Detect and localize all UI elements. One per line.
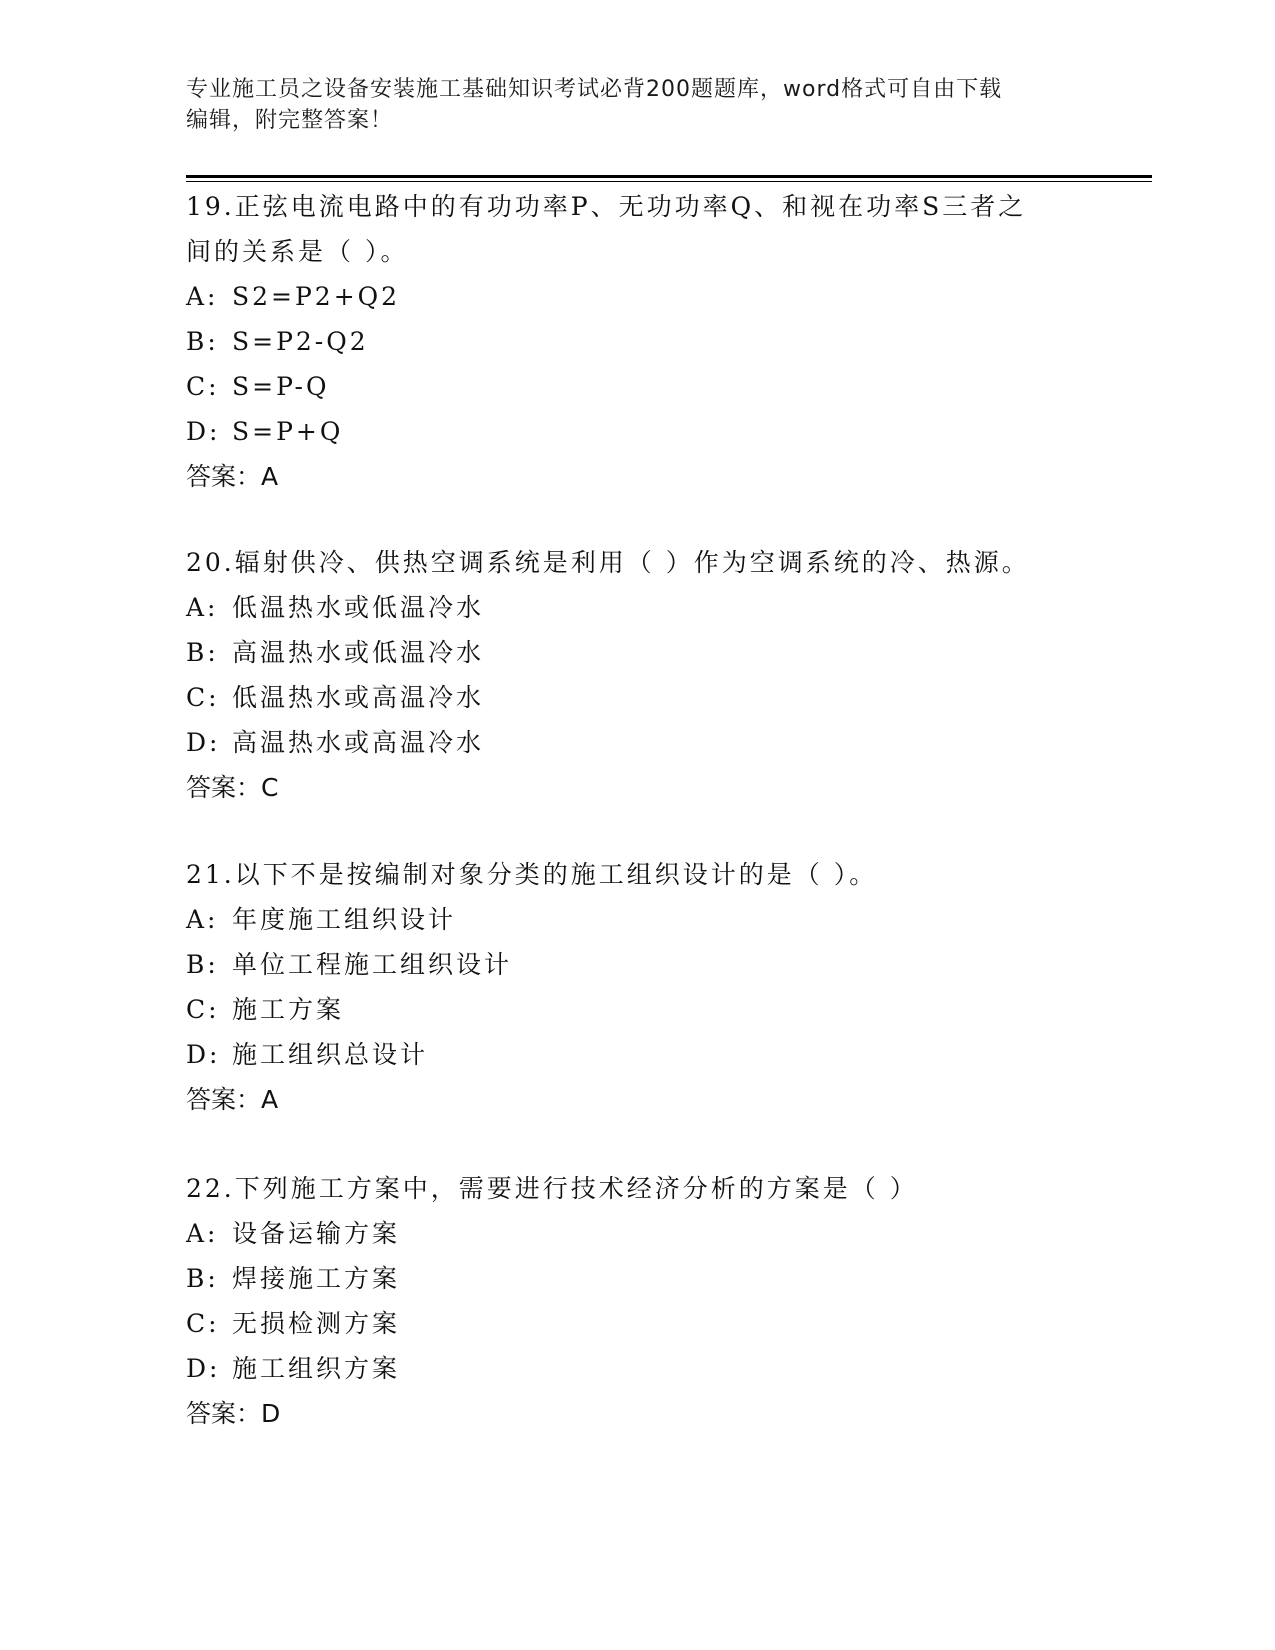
option-text: 焊接施工方案 [232, 1264, 401, 1293]
option-text: S=P+Q [232, 417, 344, 446]
option-letter: D: [186, 1040, 221, 1069]
option-letter: A: [186, 593, 219, 622]
option-letter: A: [186, 1219, 219, 1248]
header-divider-thick [186, 175, 1152, 178]
question-20 [186, 540, 1066, 810]
option-text: 无损检测方案 [232, 1309, 401, 1338]
document-header [186, 74, 1066, 136]
option-letter: B: [186, 1264, 219, 1293]
answer: 答案：D [186, 1399, 281, 1428]
option-c [186, 987, 1066, 1032]
answer: 答案：A [186, 1085, 279, 1114]
option-letter: C: [186, 1309, 220, 1338]
option-letter: D: [186, 417, 221, 446]
option-text: S2=P2+Q2 [232, 282, 401, 311]
answer: 答案：C [186, 773, 279, 802]
answer: 答案：A [186, 462, 279, 491]
option-letter: C: [186, 372, 220, 401]
option-letter: A: [186, 905, 219, 934]
option-text: 施工组织方案 [232, 1354, 401, 1383]
question-19 [186, 184, 1066, 499]
option-a [186, 274, 1066, 319]
header-line-1: 专业施工员之设备安装施工基础知识考试必背200题题库，word格式可自由下载 [186, 77, 1003, 102]
option-text: 高温热水或高温冷水 [232, 728, 485, 757]
option-text: 高温热水或低温冷水 [232, 638, 485, 667]
question-text: 22.下列施工方案中，需要进行技术经济分析的方案是（ ） [186, 1174, 918, 1203]
question-22 [186, 1166, 1066, 1436]
header-line-2: 编辑，附完整答案！ [186, 108, 394, 133]
option-b [186, 319, 1066, 364]
option-text: 单位工程施工组织设计 [232, 950, 513, 979]
option-letter: B: [186, 950, 219, 979]
question-text: 19.正弦电流电路中的有功功率P、无功功率Q、和视在功率S三者之 [186, 192, 1027, 221]
option-text: S=P2-Q2 [232, 327, 369, 356]
option-d [186, 409, 1066, 454]
option-b [186, 630, 1066, 675]
option-text: 低温热水或高温冷水 [232, 683, 485, 712]
option-text: 施工方案 [232, 995, 345, 1024]
option-letter: C: [186, 995, 220, 1024]
option-letter: B: [186, 638, 219, 667]
option-c [186, 675, 1066, 720]
header-divider-thin [186, 181, 1152, 182]
option-d [186, 1032, 1066, 1077]
option-d [186, 1346, 1066, 1391]
option-a [186, 897, 1066, 942]
option-letter: D: [186, 728, 221, 757]
option-letter: D: [186, 1354, 221, 1383]
option-b [186, 942, 1066, 987]
option-text: 设备运输方案 [232, 1219, 401, 1248]
option-a [186, 1211, 1066, 1256]
option-text: 施工组织总设计 [232, 1040, 429, 1069]
question-text: 21.以下不是按编制对象分类的施工组织设计的是（ ）。 [186, 860, 878, 889]
question-21 [186, 852, 1066, 1122]
question-text-continued: 间的关系是（ ）。 [186, 237, 409, 266]
option-letter: B: [186, 327, 219, 356]
option-b [186, 1256, 1066, 1301]
option-letter: C: [186, 683, 220, 712]
option-letter: A: [186, 282, 219, 311]
question-text: 20.辐射供冷、供热空调系统是利用（ ）作为空调系统的冷、热源。 [186, 548, 1030, 577]
option-c [186, 1301, 1066, 1346]
option-a [186, 585, 1066, 630]
option-text: S=P-Q [232, 372, 330, 401]
option-c [186, 364, 1066, 409]
option-d [186, 720, 1066, 765]
option-text: 年度施工组织设计 [232, 905, 457, 934]
option-text: 低温热水或低温冷水 [232, 593, 485, 622]
